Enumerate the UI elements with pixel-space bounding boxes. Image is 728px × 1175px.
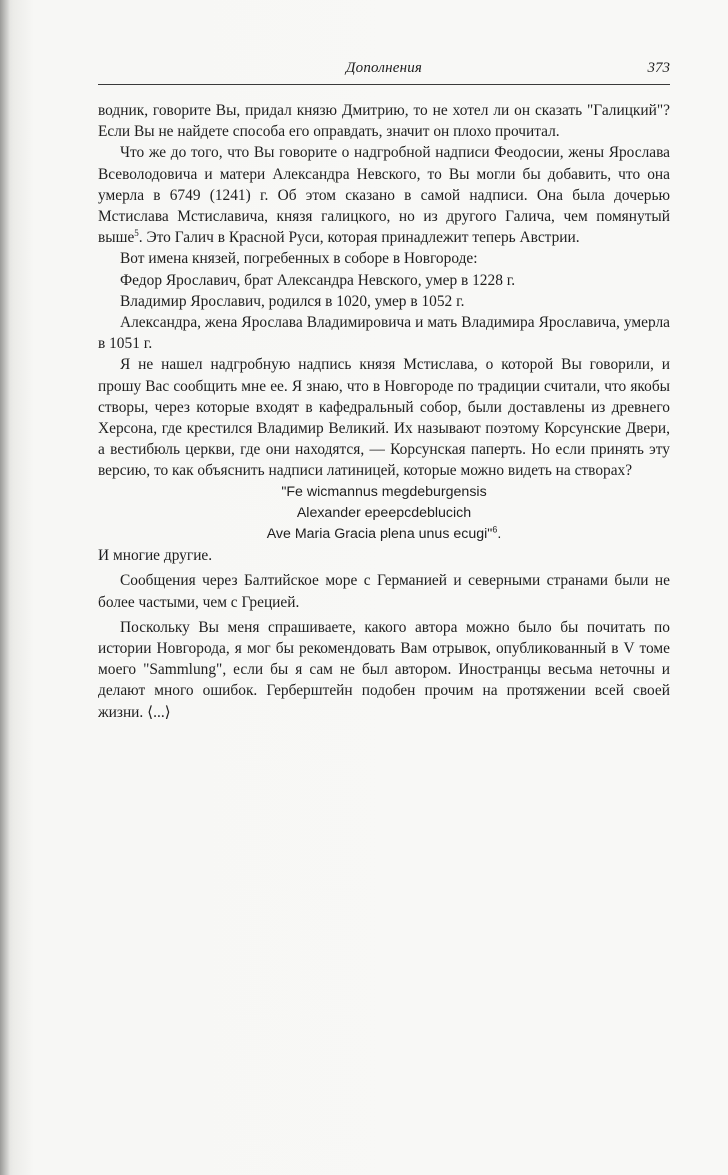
inscription-line-2: Alexander epeepcdeblucich	[296, 504, 472, 521]
latin-inscription	[98, 482, 670, 546]
inscription-line-1: "Fe wicmannus megdeburgensis	[281, 483, 487, 500]
paragraph-many-others: И многие другие.	[98, 547, 213, 565]
inscription-line-3-text: Ave Maria Gracia plena unus ecugi"	[266, 526, 493, 543]
running-head: Дополнения	[345, 60, 423, 76]
footnote-ref-6[interactable]: 6	[492, 524, 498, 535]
paragraph-baltic: Сообщения через Балтийское море с Германией и северными странами были не более частыми, чем с Грецией.	[98, 572, 670, 611]
paragraph-korsun-doors: Я не нашел надгробную надпись князя Мстислава, о которой Вы говорили, и прошу Вас сообщить мне ее. Я знаю, что в Новгороде по традиции считали, что якобы створы, через которые входят в кафедральный собор, были доставлены из древнего Херсона, где крестился Владимир Великий. Их называют поэтому Корсунские Двери, а вестибюль церкви, где они находятся, — Корсунская паперть. Но если принять эту версию, то как объяснить надписи латиницей, которые можно видеть на створах?	[98, 356, 670, 480]
inscription-line-3	[98, 524, 670, 545]
footnote-ref-5[interactable]: 5	[134, 228, 139, 239]
inscription-line-3-end: .	[497, 526, 502, 543]
paragraph-feodosia-tail: . Это Галич в Красной Руси, которая принадлежит теперь Австрии.	[138, 229, 580, 247]
list-item-fedor: Федор Ярославич, брат Александра Невского, умер в 1228 г.	[120, 271, 516, 289]
header-rule	[98, 84, 670, 85]
main-text	[98, 100, 670, 723]
page-header	[98, 60, 670, 82]
paragraph-novgorod-author: Поскольку Вы меня спрашиваете, какого автора можно было бы почитать по истории Новгорода, я мог бы рекомендовать Вам отрывок, опубликованный в V томе моего "Sammlung", если бы я сам не был автором. Иностранцы весьма неточны и делают много ошибок. Герберштейн подобен прочим на протяжении всей своей жизни. ⟨...⟩	[98, 618, 670, 721]
list-item-vladimir: Владимир Ярославич, родился в 1020, умер в 1052 г.	[120, 292, 465, 310]
binding-shadow	[0, 0, 10, 1175]
paragraph-princes-intro: Вот имена князей, погребенных в соборе в Новгороде:	[120, 250, 478, 268]
paragraph-feodosia	[98, 142, 670, 248]
list-item-alexandra: Александра, жена Ярослава Владимировича и мать Владимира Ярославича, умерла в 1051 г.	[98, 314, 670, 353]
page-number: 373	[647, 60, 670, 76]
paragraph-feodosia-text: Что же до того, что Вы говорите о надгробной надписи Феодосии, жены Ярослава Всеволодовича и матери Александра Невского, то Вы могли бы добавить, что она умерла в 6749 (1241) г. Об этом сказано в самой надписи. Она была дочерью Мстислава Мстиславича, князя галицкого, но из другого Галича, чем помянутый выше	[98, 144, 670, 247]
paragraph-continuation: водник, говорите Вы, придал князю Дмитрию, то не хотел ли он сказать "Галицкий"? Если Вы не найдете способа его оправдать, значит он плохо прочитал.	[98, 102, 670, 141]
